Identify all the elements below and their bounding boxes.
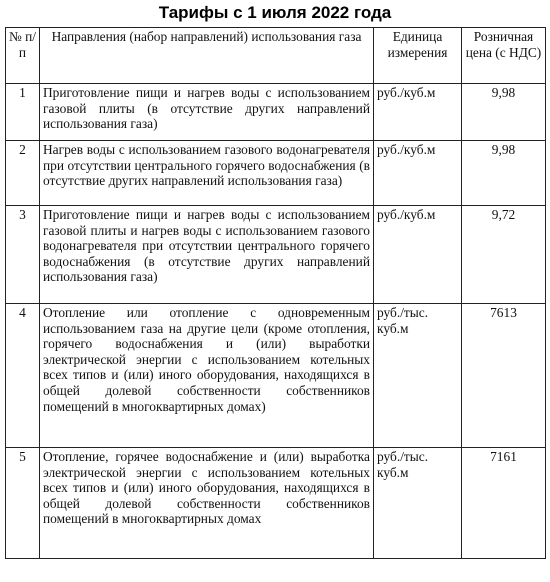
header-price: Розничная цена (с НДС) — [462, 28, 546, 84]
header-num: № п/п — [6, 28, 40, 84]
row-num: 4 — [6, 304, 40, 448]
row-unit: руб./тыс. куб.м — [374, 304, 462, 448]
table-row — [6, 448, 546, 559]
header-direction: Направления (набор направлений) использования газа — [40, 28, 374, 84]
row-direction: Приготовление пищи и нагрев воды с использованием газовой плиты и нагрев воды с использованием газового водонагревателя при отсутствии центрального горячего водоснабжения (в отсутствие других направлений использования газа) — [40, 206, 374, 304]
table-row — [6, 84, 546, 141]
row-price: 7613 — [462, 304, 546, 448]
row-direction: Нагрев воды с использованием газового водонагревателя при отсутствии центрального горячего водоснабжения (в отсутствие других направлений использования газа) — [40, 141, 374, 206]
table-header-row — [6, 28, 546, 84]
row-unit: руб./куб.м — [374, 84, 462, 141]
row-price: 9,98 — [462, 141, 546, 206]
tariffs-table — [5, 27, 546, 559]
row-unit: руб./куб.м — [374, 206, 462, 304]
row-unit: руб./тыс. куб.м — [374, 448, 462, 559]
header-unit: Единица измерения — [374, 28, 462, 84]
page-title: Тарифы с 1 июля 2022 года — [158, 3, 392, 22]
row-price: 9,98 — [462, 84, 546, 141]
row-price: 9,72 — [462, 206, 546, 304]
table-row — [6, 141, 546, 206]
table-row — [6, 206, 546, 304]
row-num: 1 — [6, 84, 40, 141]
row-direction: Приготовление пищи и нагрев воды с использованием газовой плиты (в отсутствие других направлений использования газа) — [40, 84, 374, 141]
table-row — [6, 304, 546, 448]
row-direction: Отопление или отопление с одновременным использованием газа на другие цели (кроме отопления, горячего водоснабжения и (или) выработки электрической энергии с использованием котельных всех типов и (или) иного оборудования, находящихся в общей долевой собственности собственников помещений в многоквартирных домах) — [40, 304, 374, 448]
row-price: 7161 — [462, 448, 546, 559]
row-num: 3 — [6, 206, 40, 304]
row-direction: Отопление, горячее водоснабжение и (или) выработка электрической энергии с использованием котельных всех типов и (или) иного оборудования, находящихся в общей долевой собственности собственников помещений в многоквартирных домах — [40, 448, 374, 559]
row-num: 5 — [6, 448, 40, 559]
row-num: 2 — [6, 141, 40, 206]
row-unit: руб./куб.м — [374, 141, 462, 206]
